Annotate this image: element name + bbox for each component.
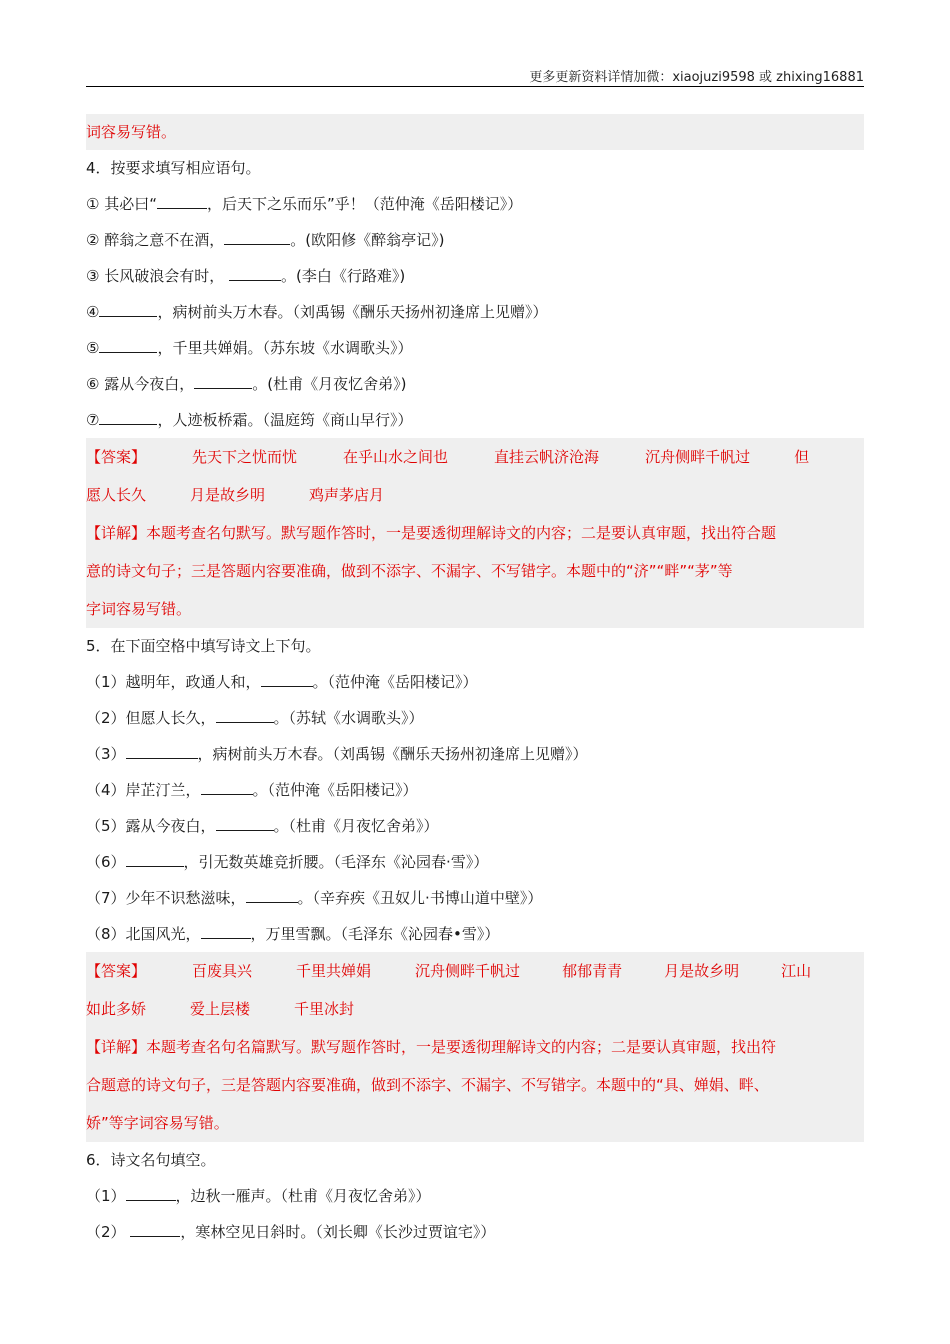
answer-blank bbox=[194, 374, 252, 389]
q4-answer-line bbox=[86, 438, 864, 476]
q4-item: ⑦ ，人迹板桥霜。（温庭筠《商山早行》） bbox=[86, 411, 413, 429]
answer-item: 愿人长久 bbox=[86, 486, 147, 504]
q5-detail-line: 合题意的诗文句子，三是答题内容要准确，做到不添字、不漏字、不写错字。本题中的“具、婵娟、畔、 bbox=[86, 1076, 769, 1094]
q5-item: （3） ，病树前头万木春。（刘禹锡《酬乐天扬州初逢席上见赠》） bbox=[86, 745, 588, 763]
q5-title: 5．在下面空格中填写诗文上下句。 bbox=[86, 637, 321, 655]
q5-answer-line bbox=[86, 952, 864, 990]
answer-item: 但 bbox=[794, 448, 810, 466]
answer-label: 【答案】 bbox=[86, 448, 147, 466]
answer-blank bbox=[216, 708, 274, 723]
answer-item: 月是故乡明 bbox=[190, 486, 266, 504]
q5-item: （2）但愿人长久， 。（苏轼《水调歌头》） bbox=[86, 709, 424, 727]
content bbox=[86, 114, 864, 1250]
answer-blank bbox=[126, 744, 198, 759]
q5-detail-line: 【详解】本题考查名句名篇默写。默写题作答时，一是要透彻理解诗文的内容；二是要认真审题，找出符 bbox=[86, 1038, 777, 1056]
q4-detail-line: 【详解】本题考查名句默写。默写题作答时，一是要透彻理解诗文的内容；二是要认真审题，找出符合题 bbox=[86, 524, 777, 542]
q5-answer-block bbox=[86, 952, 864, 1142]
answer-blank bbox=[99, 302, 157, 317]
header-contact: 更多更新资料详情加微：xiaojuzi9598 或 zhixing16881 bbox=[529, 70, 864, 85]
q4-item: ④ ，病树前头万木春。（刘禹锡《酬乐天扬州初逢席上见赠》） bbox=[86, 303, 548, 321]
top-fragment: 词容易写错。 bbox=[86, 114, 864, 150]
answer-blank bbox=[126, 1186, 176, 1201]
q6-item: （1） ，边秋一雁声。（杜甫《月夜忆舍弟》） bbox=[86, 1187, 431, 1205]
q6-item: （2） ，寒林空见日斜时。（刘长卿《长沙过贾谊宅》） bbox=[86, 1223, 496, 1241]
answer-item: 先天下之忧而忧 bbox=[192, 448, 298, 466]
answer-blank bbox=[201, 780, 253, 795]
q4-answer-line bbox=[86, 476, 864, 514]
answer-blank bbox=[130, 1222, 180, 1237]
answer-item: 千里冰封 bbox=[294, 1000, 355, 1018]
q5-item: （4）岸芷汀兰， 。（范仲淹《岳阳楼记》） bbox=[86, 781, 418, 799]
answer-blank bbox=[201, 924, 251, 939]
q4-answer-block bbox=[86, 438, 864, 628]
answer-blank bbox=[157, 194, 207, 209]
answer-blank bbox=[126, 852, 184, 867]
q4-item: ⑥ 露从今夜白， 。(杜甫《月夜忆舍弟》) bbox=[86, 375, 407, 393]
answer-blank bbox=[224, 230, 290, 245]
q4-item: ⑤ ，千里共婵娟。（苏东坡《水调歌头》） bbox=[86, 339, 413, 357]
answer-blank bbox=[229, 266, 281, 281]
q4-detail-line: 字词容易写错。 bbox=[86, 600, 192, 618]
answer-item: 沉舟侧畔千帆过 bbox=[645, 448, 751, 466]
q5-detail-line: 娇”等字词容易写错。 bbox=[86, 1114, 229, 1132]
answer-item: 爱上层楼 bbox=[190, 1000, 251, 1018]
q5-answer-line bbox=[86, 990, 864, 1028]
answer-item: 如此多娇 bbox=[86, 1000, 147, 1018]
answer-item: 沉舟侧畔千帆过 bbox=[415, 962, 521, 980]
answer-item: 在乎山水之间也 bbox=[343, 448, 449, 466]
answer-item: 月是故乡明 bbox=[664, 962, 740, 980]
q5-item: （8）北国风光， ，万里雪飘。（毛泽东《沁园春•雪》） bbox=[86, 925, 500, 943]
q4-detail-line: 意的诗文句子；三是答题内容要准确，做到不添字、不漏字、不写错字。本题中的“济”“畔”“茅”等 bbox=[86, 562, 733, 580]
answer-label: 【答案】 bbox=[86, 962, 147, 980]
answer-blank bbox=[216, 816, 274, 831]
q5-item: （5）露从今夜白， 。（杜甫《月夜忆舍弟》） bbox=[86, 817, 439, 835]
answer-item: 鸡声茅店月 bbox=[309, 486, 385, 504]
answer-item: 郁郁青青 bbox=[562, 962, 623, 980]
answer-blank bbox=[99, 338, 157, 353]
q5-item: （7）少年不识愁滋味， 。（辛弃疾《丑奴儿·书博山道中壁》） bbox=[86, 889, 543, 907]
answer-item: 百废具兴 bbox=[192, 962, 253, 980]
q6-title: 6．诗文名句填空。 bbox=[86, 1151, 216, 1169]
answer-item: 直挂云帆济沧海 bbox=[494, 448, 600, 466]
answer-blank bbox=[246, 888, 298, 903]
answer-item: 千里共婵娟 bbox=[296, 962, 372, 980]
q4-title: 4．按要求填写相应语句。 bbox=[86, 159, 261, 177]
answer-blank bbox=[261, 672, 313, 687]
header-rule bbox=[86, 86, 864, 87]
q5-item: （6） ，引无数英雄竞折腰。（毛泽东《沁园春·雪》） bbox=[86, 853, 489, 871]
answer-blank bbox=[99, 410, 157, 425]
answer-item: 江山 bbox=[781, 962, 812, 980]
q4-item: ② 醉翁之意不在酒， 。(欧阳修《醉翁亭记》) bbox=[86, 231, 445, 249]
q4-item: ① 其必曰“ ，后天下之乐而乐”乎！（范仲淹《岳阳楼记》） bbox=[86, 195, 523, 213]
q4-item: ③ 长风破浪会有时， 。(李白《行路难》) bbox=[86, 267, 406, 285]
q5-item: （1）越明年，政通人和， 。（范仲淹《岳阳楼记》） bbox=[86, 673, 478, 691]
